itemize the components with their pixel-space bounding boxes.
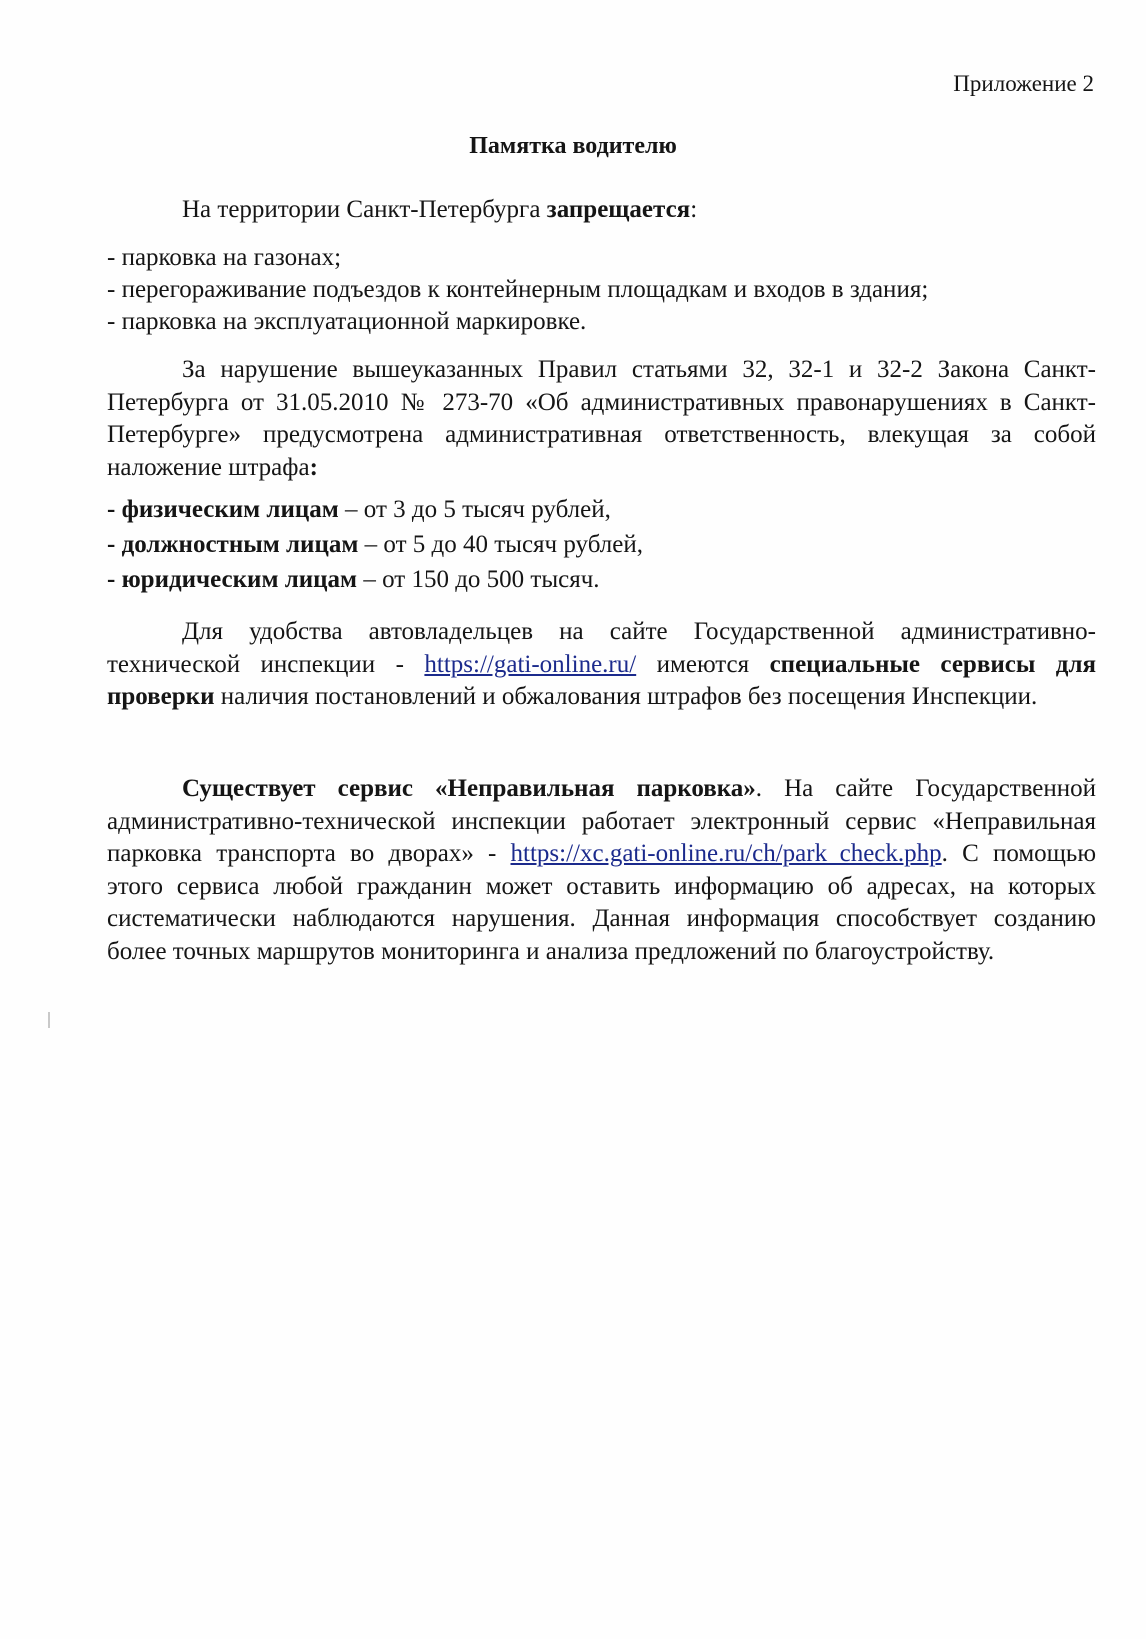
- parking-service-text-2: . С помощью этого сервиса любой гражданин может оставить информацию об адресах, на которых систематически наблюдаются нарушения. Данная информация способствует созданию более точных маршрутов мониторинга и анализа предложений по благоустройству.: [107, 840, 1096, 965]
- liability-colon: :: [309, 453, 318, 481]
- fines-list: [107, 492, 643, 597]
- services-text-3: наличия постановлений и обжалования штрафов без посещения Инспекции.: [214, 683, 1038, 710]
- document-title: Памятка водителю: [469, 133, 677, 159]
- parking-service-paragraph: [107, 773, 1096, 968]
- fine-label: - юридическим лицам: [107, 566, 358, 593]
- fine-item: [107, 562, 643, 597]
- fine-label: - должностным лицам: [107, 531, 359, 558]
- intro-line: [182, 195, 697, 225]
- list-item: - перегораживание подъездов к контейнерным площадкам и входов в здания;: [107, 276, 929, 303]
- prohibited-list: [107, 242, 1097, 338]
- intro-emphasis: запрещается: [546, 196, 691, 223]
- scan-mark: [48, 1012, 50, 1028]
- fine-amount: – от 150 до 500 тысяч.: [357, 566, 600, 593]
- fine-amount: – от 3 до 5 тысяч рублей,: [338, 496, 611, 523]
- intro-prefix: На территории Санкт-Петербурга: [182, 196, 547, 223]
- parking-service-emphasis: Существует сервис «Неправильная парковка»: [182, 775, 756, 802]
- intro-suffix: :: [690, 196, 698, 223]
- list-item: - парковка на эксплуатационной маркировке.: [107, 308, 587, 335]
- services-text-2: имеются: [636, 650, 770, 678]
- fine-amount: – от 5 до 40 тысяч рублей,: [358, 531, 644, 558]
- list-item: - парковка на газонах;: [107, 244, 342, 271]
- parking-service-text-1: . На сайте Государственной административно-технической инспекции работает электронный сервис «Неправильная парковка транспорта во дворах» -: [107, 775, 1096, 867]
- services-text-1: Для удобства автовладельцев на сайте Государственной административно-технической инспекции -: [107, 618, 1096, 678]
- services-paragraph: [107, 616, 1096, 714]
- park-check-link[interactable]: https://xc.gati-online.ru/ch/park_check.php: [510, 840, 942, 867]
- fine-label: - физическим лицам: [107, 496, 339, 523]
- annex-label: Приложение 2: [953, 71, 1094, 96]
- liability-text: За нарушение вышеуказанных Правил статьями 32, 32-1 и 32-2 Закона Санкт-Петербурга от 31.05.2010 № 273-70 «Об административных правонарушениях в Санкт-Петербурге» предусмотрена административная ответственность, влекущая за собой наложение штрафа: [107, 356, 1096, 481]
- services-emphasis: специальные сервисы для проверки: [107, 650, 1097, 710]
- fine-item: [107, 527, 643, 562]
- liability-paragraph: [107, 354, 1096, 484]
- gati-site-link[interactable]: https://gati-online.ru/: [424, 650, 637, 678]
- fine-item: [107, 492, 643, 527]
